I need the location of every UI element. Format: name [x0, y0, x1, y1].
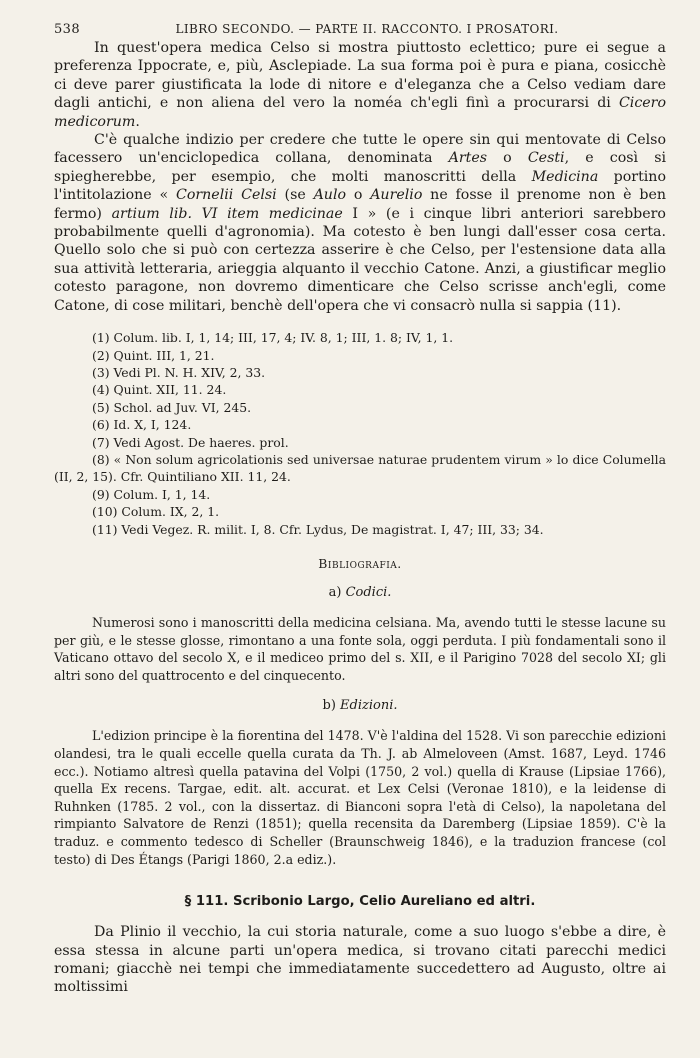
italic-run: Cesti — [527, 150, 565, 167]
footnote: (9) Colum. I, 1, 14. — [92, 486, 211, 502]
italic-run: Cornelii Celsi — [175, 187, 277, 204]
text-run: (se — [276, 187, 314, 204]
main-text — [54, 39, 666, 315]
footnote: (5) Schol. ad Juv. VI, 245. — [92, 399, 252, 415]
text-run: I » (e i cinque libri anteriori sarebbero probabilmente quelli d'agronomia). Ma cotesto è ben lungi dall'esser cosa certa. Quello solo che si può con certezza asserire è che Celso, per l'estensione data alla sua attività letteraria, arieggia alquanto il vecchio Catone. Anzi, a giustificar meglio cotesto paragone, non dovremo dimenticare che Celso scrisse anch'egli, come Catone, di cose militari, benchè dell'opera che vi consacrò nulla si sappia (11). — [54, 205, 666, 314]
italic-run: Artes — [448, 150, 487, 167]
footnote: (11) Vedi Vegez. R. milit. I, 8. Cfr. Lydus, De magistrat. I, 47; III, 33; 34. — [92, 521, 544, 537]
section-body — [54, 923, 666, 997]
text-run: portino l'intitolazione « — [54, 168, 666, 204]
bibliography-heading: Bibliografia. — [318, 555, 402, 571]
italic-run: artium lib. VI item medicinae — [111, 205, 343, 222]
running-title: LIBRO SECONDO. — PARTE II. RACCONTO. I PROSATORI. — [175, 22, 559, 36]
codici-title: Codici. — [345, 584, 392, 600]
running-header — [54, 22, 666, 37]
italic-run: Aurelio — [370, 187, 423, 204]
footnote: (1) Colum. lib. I, 1, 14; III, 17, 4; IV. 8, 1; III, 1. 8; IV, 1, 1. — [92, 330, 454, 346]
section-text: Da Plinio il vecchio, la cui storia naturale, come a suo luogo s'ebbe a dire, è essa stessa in alcune parti un'opera medica, si trovano citati parecchi medici romani; giacchè nei tempi che immediatamente succedettero ad Augusto, oltre ai moltissimi — [54, 924, 666, 996]
footnote: (6) Id. X, I, 124. — [92, 417, 192, 433]
footnote: (4) Quint. XII, 11. 24. — [92, 382, 227, 398]
codici-heading — [54, 585, 666, 600]
paragraph-1 — [54, 39, 666, 131]
text-run: o — [346, 187, 371, 204]
italic-run: Medicina — [531, 168, 599, 185]
codici-section — [54, 614, 666, 684]
text-run: ne fosse il prenome non è ben fermo) — [54, 187, 666, 222]
edizioni-text: L'edizion principe è la fiorentina del 1478. V'è l'aldina del 1528. Vi son parecchie edizioni olandesi, tra le quali eccelle quella curata da Th. J. ab Almeloveen (Amst. 1687, Leyd. 1746 ecc.). Notiamo altresì quella patavina del Volpi (1750, 2 vol.) quella di Krause (Lipsiae 1766), quella Ex recens. Targae, edit. alt. accurat. et Lex Celsi (Veronae 1810), e la leidense di Ruhnken (1785. 2 vol., con la dissertaz. di Bianconi sopra l'età di Celso), la napoletana del rimpianto Salvatore de Renzi (1851); quella recensita da Daremberg (Lipsiae 1859). C'è la traduz. e commento tedesco di Scheller (Braunschweig 1846), e la traduzion francese (col testo) di Des Étangs (Parigi 1860, 2.a ediz.). — [54, 728, 666, 867]
footnote: (8) « Non solum agricolationis sed universae naturae prudentem virum » lo dice Columella (II, 2, 15). Cfr. Quintiliano XII. 11, 24. — [54, 451, 666, 485]
paragraph-2 — [54, 131, 666, 315]
footnote: (10) Colum. IX, 2, 1. — [92, 504, 220, 520]
edizioni-title: Edizioni. — [340, 698, 398, 714]
codici-label: a) — [328, 584, 346, 600]
footnote: (7) Vedi Agost. De haeres. prol. — [92, 434, 289, 450]
italic-run: Cicero medicorum — [54, 95, 666, 130]
edizioni-heading — [54, 698, 666, 713]
text-run: o — [487, 150, 528, 167]
edizioni-label: b) — [322, 698, 341, 714]
text-run: . — [135, 113, 140, 130]
codici-text: Numerosi sono i manoscritti della medicina celsiana. Ma, avendo tutti le stesse lacune su per giù, e le stesse glosse, rimontano a una fonte sola, oggi perduta. I più fondamentali sono il Vaticano ottavo del secolo X, e il mediceo primo del s. XII, e il Parigino 7028 del secolo XI; gli altri sono del quattrocento e del cinquecento. — [54, 614, 666, 683]
footnotes — [54, 329, 666, 538]
footnote: (3) Vedi Pl. N. H. XIV, 2, 33. — [92, 364, 266, 380]
text-run: In quest'opera medica Celso si mostra piuttosto eclettico; pure ei segue a preferenza Ippocrate, e, più, Asclepiade. La sua forma poi è pura e piana, cosicchè ci deve parer giustificata la lode di nitore e d'eleganza che a Celso vediam dare dagli antichi, e non aliena del vero la noméa ch'egli finì a procurarsi di — [54, 40, 666, 112]
italic-run: Aulo — [313, 187, 347, 204]
text-run: , e così si spiegherebbe, per esempio, che molti manoscritti della — [54, 150, 667, 185]
footnote: (2) Quint. III, 1, 21. — [92, 347, 215, 363]
page-number: 538 — [54, 22, 81, 37]
edizioni-section — [54, 727, 666, 868]
text-run: C'è qualche indizio per credere che tutte le opere sin qui mentovate di Celso facessero un'enciclopedica collana, denominata — [54, 132, 666, 167]
section-title: § 111. Scribonio Largo, Celio Aureliano ed altri. — [184, 894, 536, 910]
